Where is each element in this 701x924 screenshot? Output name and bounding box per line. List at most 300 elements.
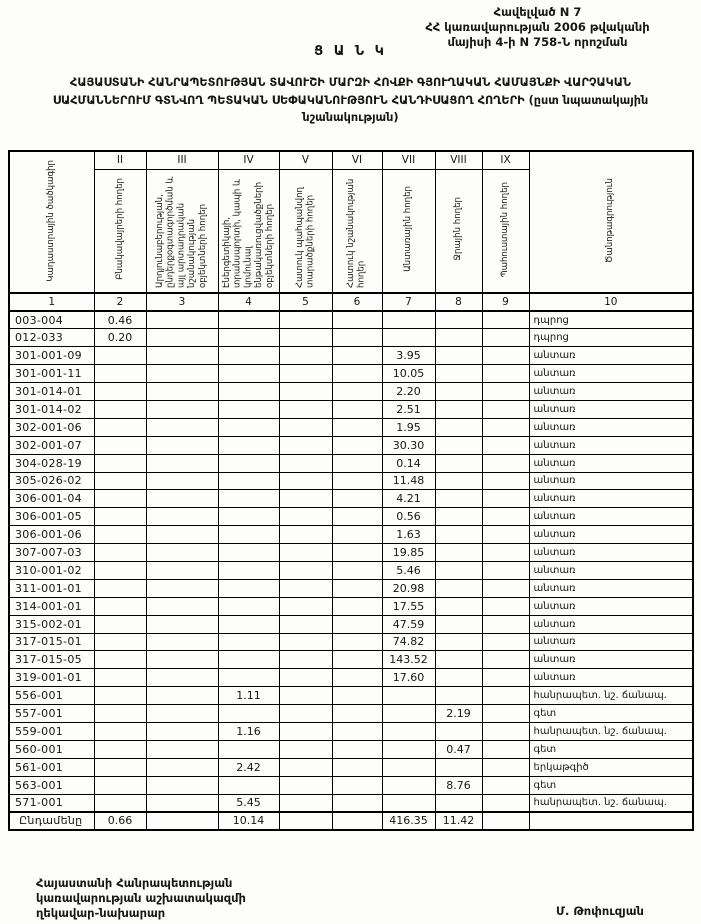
area-value-cell: [94, 776, 146, 794]
cadastral-code-cell: 304-028-19: [9, 454, 94, 472]
table-row: [9, 758, 693, 776]
column-header-label: Ջրային հողեր: [453, 197, 464, 262]
area-value-cell: [94, 722, 146, 740]
area-value-cell: [279, 490, 332, 508]
area-value-cell: [146, 615, 218, 633]
note-cell: հանրապետ. նշ. ճանապ.: [529, 794, 693, 812]
area-value-cell: [146, 633, 218, 651]
footer-line: կառավարության աշխատակազմի: [36, 890, 246, 905]
column-header-label: Կադաստրային ծածկագիր: [46, 159, 57, 282]
area-value-cell: [146, 794, 218, 812]
area-value-cell: [279, 579, 332, 597]
area-value-cell: 8.76: [435, 776, 482, 794]
table-row: [9, 776, 693, 794]
area-value-cell: [482, 544, 529, 562]
area-value-cell: [332, 633, 382, 651]
area-value-cell: [435, 383, 482, 401]
area-value-cell: [146, 669, 218, 687]
area-value-cell: [435, 561, 482, 579]
note-cell: անտառ: [529, 526, 693, 544]
table-row: [9, 508, 693, 526]
area-value-cell: [482, 579, 529, 597]
table-row: [9, 597, 693, 615]
cadastral-code-cell: 563-001: [9, 776, 94, 794]
area-value-cell: [146, 508, 218, 526]
area-value-cell: [482, 526, 529, 544]
area-value-cell: 5.45: [218, 794, 279, 812]
area-value-cell: [218, 400, 279, 418]
area-value-cell: [482, 687, 529, 705]
area-value-cell: [482, 597, 529, 615]
area-value-cell: [94, 400, 146, 418]
area-value-cell: 47.59: [382, 615, 435, 633]
cadastral-code-cell: 302-001-07: [9, 436, 94, 454]
area-value-cell: [482, 615, 529, 633]
area-value-cell: [482, 311, 529, 329]
cadastral-code-cell: 306-001-04: [9, 490, 94, 508]
area-value-cell: 2.19: [435, 705, 482, 723]
note-cell: անտառ: [529, 365, 693, 383]
area-value-cell: [482, 758, 529, 776]
area-value-cell: [94, 365, 146, 383]
area-value-cell: [435, 365, 482, 383]
area-value-cell: 1.11: [218, 687, 279, 705]
column-header-label: Արդյունաբերության, ընդերքօգտագործման և այլ արտադրական նշանակության օբյեկտների հողեր: [155, 176, 209, 289]
column-header-label: Հատուկ պահպանվող տարածքների հողեր: [294, 187, 316, 289]
area-value-cell: 74.82: [382, 633, 435, 651]
area-value-cell: [482, 347, 529, 365]
area-value-cell: [218, 311, 279, 329]
area-value-cell: [218, 705, 279, 723]
area-value-cell: [279, 472, 332, 490]
area-value-cell: [279, 687, 332, 705]
page-title: Ց Ա Ն Կ: [314, 44, 387, 59]
column-header-special-lands: [332, 169, 382, 293]
column-header-note: [529, 151, 693, 293]
area-value-cell: [482, 705, 529, 723]
area-value-cell: [435, 311, 482, 329]
area-value-cell: [94, 383, 146, 401]
column-header-label: Բնակավայրերի հողեր: [114, 178, 125, 281]
table-row: [9, 365, 693, 383]
area-value-cell: [279, 383, 332, 401]
cadastral-code-cell: 314-001-01: [9, 597, 94, 615]
cadastral-code-cell: 306-001-06: [9, 526, 94, 544]
cadastral-code-cell: 301-001-11: [9, 365, 94, 383]
column-number: 9: [482, 293, 529, 311]
cadastral-code-cell: 559-001: [9, 722, 94, 740]
cadastral-code-cell: 556-001: [9, 687, 94, 705]
area-value-cell: [94, 418, 146, 436]
area-value-cell: [94, 758, 146, 776]
column-number: 7: [382, 293, 435, 311]
total-row: [9, 812, 693, 830]
area-value-cell: [482, 633, 529, 651]
column-header-label: Պահուստային հողեր: [500, 181, 511, 277]
table-row: [9, 722, 693, 740]
area-value-cell: [332, 579, 382, 597]
area-value-cell: [146, 311, 218, 329]
area-value-cell: [279, 418, 332, 436]
appendix-line: մայիսի 4-ի N 758-Ն որոշման: [447, 34, 628, 49]
column-header-label: Ծանոթագրություն: [605, 178, 616, 263]
area-value-cell: [94, 347, 146, 365]
table-row: [9, 311, 693, 329]
roman-numeral: IV: [218, 151, 279, 169]
cadastral-code-cell: 561-001: [9, 758, 94, 776]
cadastral-code-cell: 571-001: [9, 794, 94, 812]
area-value-cell: 30.30: [382, 436, 435, 454]
area-value-cell: 1.16: [218, 722, 279, 740]
table-row: [9, 472, 693, 490]
note-cell: անտառ: [529, 544, 693, 562]
note-cell: դպրոց: [529, 329, 693, 347]
roman-numeral-row: [9, 151, 693, 169]
area-value-cell: [482, 561, 529, 579]
area-value-cell: [435, 722, 482, 740]
area-value-cell: 0.20: [94, 329, 146, 347]
area-value-cell: 1.63: [382, 526, 435, 544]
total-label-cell: Ընդամենը: [9, 812, 94, 830]
area-value-cell: [218, 526, 279, 544]
roman-numeral: IX: [482, 151, 529, 169]
area-value-cell: [332, 740, 382, 758]
area-value-cell: [332, 454, 382, 472]
area-value-cell: [435, 579, 482, 597]
area-value-cell: [218, 561, 279, 579]
area-value-cell: [146, 579, 218, 597]
table-row: [9, 436, 693, 454]
area-value-cell: 19.85: [382, 544, 435, 562]
area-value-cell: [332, 794, 382, 812]
cadastral-code-cell: 315-002-01: [9, 615, 94, 633]
area-value-cell: [218, 776, 279, 794]
area-value-cell: [146, 812, 218, 830]
area-value-cell: [332, 561, 382, 579]
area-value-cell: [382, 794, 435, 812]
cadastral-code-cell: 302-001-06: [9, 418, 94, 436]
cadastral-code-cell: 012-033: [9, 329, 94, 347]
area-value-cell: [332, 311, 382, 329]
column-header-protected-lands: [279, 169, 332, 293]
note-cell: անտառ: [529, 472, 693, 490]
cadastral-code-cell: 305-026-02: [9, 472, 94, 490]
area-value-cell: [279, 669, 332, 687]
cadastral-code-cell: 317-015-05: [9, 651, 94, 669]
area-value-cell: [382, 722, 435, 740]
table-body: [9, 311, 693, 830]
roman-numeral: V: [279, 151, 332, 169]
area-value-cell: [146, 561, 218, 579]
area-value-cell: 17.55: [382, 597, 435, 615]
area-value-cell: [279, 597, 332, 615]
note-cell: անտառ: [529, 561, 693, 579]
cadastral-code-cell: 301-014-02: [9, 400, 94, 418]
roman-numeral: VIII: [435, 151, 482, 169]
area-value-cell: [332, 544, 382, 562]
table-row: [9, 740, 693, 758]
column-header-label: Հատուկ նշանակության հողեր: [346, 178, 367, 289]
table-row: [9, 687, 693, 705]
column-number: 2: [94, 293, 146, 311]
note-cell: գետ: [529, 776, 693, 794]
area-value-cell: [218, 597, 279, 615]
table-header: [9, 151, 693, 311]
area-value-cell: [435, 687, 482, 705]
area-value-cell: [382, 758, 435, 776]
note-cell: անտառ: [529, 579, 693, 597]
area-value-cell: 0.47: [435, 740, 482, 758]
cadastral-code-cell: 311-001-01: [9, 579, 94, 597]
footer-line: ղեկավար-նախարար: [36, 905, 166, 920]
area-value-cell: [332, 597, 382, 615]
area-value-cell: [435, 400, 482, 418]
area-value-cell: [332, 490, 382, 508]
area-value-cell: [279, 347, 332, 365]
table-row: [9, 418, 693, 436]
cadastral-code-cell: 301-001-09: [9, 347, 94, 365]
cadastral-code-cell: 560-001: [9, 740, 94, 758]
area-value-cell: [146, 687, 218, 705]
area-value-cell: [435, 794, 482, 812]
column-number: 5: [279, 293, 332, 311]
area-value-cell: [218, 383, 279, 401]
area-value-cell: [279, 508, 332, 526]
area-value-cell: [482, 472, 529, 490]
area-value-cell: [382, 687, 435, 705]
area-value-cell: [332, 615, 382, 633]
area-value-cell: [279, 812, 332, 830]
area-value-cell: [279, 776, 332, 794]
note-cell: [529, 812, 693, 830]
area-value-cell: [332, 812, 382, 830]
cadastral-code-cell: 317-015-01: [9, 633, 94, 651]
cadastral-code-cell: 301-014-01: [9, 383, 94, 401]
area-value-cell: [435, 490, 482, 508]
area-value-cell: [279, 651, 332, 669]
column-header-label: Էներգետիկայի, տրանսպորտի, կապի և կոմունալ ենթակառուցվածքների օբյեկտների հողեր: [221, 179, 275, 289]
column-number: 10: [529, 293, 693, 311]
area-value-cell: [279, 740, 332, 758]
area-value-cell: [482, 794, 529, 812]
area-value-cell: [482, 436, 529, 454]
area-value-cell: [94, 633, 146, 651]
area-value-cell: [279, 705, 332, 723]
area-value-cell: [482, 812, 529, 830]
area-value-cell: [146, 400, 218, 418]
area-value-cell: [146, 651, 218, 669]
column-number: 6: [332, 293, 382, 311]
area-value-cell: [382, 705, 435, 723]
table-row: [9, 669, 693, 687]
column-number: 1: [9, 293, 94, 311]
note-cell: անտառ: [529, 597, 693, 615]
area-value-cell: [332, 705, 382, 723]
area-value-cell: [94, 526, 146, 544]
cadastral-code-cell: 306-001-05: [9, 508, 94, 526]
area-value-cell: 2.20: [382, 383, 435, 401]
area-value-cell: [332, 687, 382, 705]
column-number-row: [9, 293, 693, 311]
column-header-settlement-lands: [94, 169, 146, 293]
area-value-cell: [279, 311, 332, 329]
area-value-cell: [482, 669, 529, 687]
note-cell: անտառ: [529, 508, 693, 526]
area-value-cell: [146, 544, 218, 562]
table-row: [9, 526, 693, 544]
land-parcels-table: [8, 150, 694, 831]
appendix-line: Հավելված N 7: [493, 5, 582, 19]
note-cell: անտառ: [529, 669, 693, 687]
area-value-cell: [435, 615, 482, 633]
cadastral-code-cell: 310-001-02: [9, 561, 94, 579]
area-value-cell: [482, 418, 529, 436]
area-value-cell: [332, 383, 382, 401]
area-value-cell: [94, 544, 146, 562]
area-value-cell: 0.66: [94, 812, 146, 830]
area-value-cell: [482, 329, 529, 347]
note-cell: անտառ: [529, 436, 693, 454]
area-value-cell: 0.56: [382, 508, 435, 526]
area-value-cell: [332, 508, 382, 526]
area-value-cell: [94, 454, 146, 472]
area-value-cell: [218, 490, 279, 508]
area-value-cell: [146, 454, 218, 472]
area-value-cell: [482, 740, 529, 758]
note-cell: դպրոց: [529, 311, 693, 329]
area-value-cell: [94, 669, 146, 687]
area-value-cell: [332, 651, 382, 669]
area-value-cell: [94, 490, 146, 508]
area-value-cell: [279, 400, 332, 418]
area-value-cell: [332, 472, 382, 490]
area-value-cell: 143.52: [382, 651, 435, 669]
area-value-cell: [218, 454, 279, 472]
area-value-cell: [218, 651, 279, 669]
area-value-cell: 0.14: [382, 454, 435, 472]
area-value-cell: [482, 508, 529, 526]
area-value-cell: [94, 651, 146, 669]
area-value-cell: [332, 436, 382, 454]
area-value-cell: [435, 472, 482, 490]
column-header-reserve-lands: [482, 169, 529, 293]
area-value-cell: [94, 597, 146, 615]
roman-numeral: VII: [382, 151, 435, 169]
area-value-cell: [146, 526, 218, 544]
area-value-cell: [218, 329, 279, 347]
table-row: [9, 561, 693, 579]
note-cell: հանրապետ. նշ. ճանապ.: [529, 722, 693, 740]
area-value-cell: 20.98: [382, 579, 435, 597]
area-value-cell: [279, 794, 332, 812]
area-value-cell: [482, 722, 529, 740]
area-value-cell: 10.14: [218, 812, 279, 830]
area-value-cell: [279, 365, 332, 383]
area-value-cell: 416.35: [382, 812, 435, 830]
area-value-cell: [146, 705, 218, 723]
table-row: [9, 454, 693, 472]
column-number: 3: [146, 293, 218, 311]
area-value-cell: [332, 365, 382, 383]
page-subtitle: ՀԱՅԱՍՏԱՆԻ ՀԱՆՐԱՊԵՏՈՒԹՅԱՆ ՏԱՎՈՒՇԻ ՄԱՐԶԻ ՀՈՎՔԻ ԳՅՈՒՂԱԿԱՆ ՀԱՄԱՅՆՔԻ ՎԱՐՉԱԿԱՆ ՍԱՀՄԱՆՆԵՐՈՒՄ ԳՏՆՎՈՂ ՊԵՏԱԿԱՆ ՍԵՓԱԿԱՆՈՒԹՅՈՒՆ ՀԱՆԴԻՍԱՑՈՂ ՀՈՂԵՐԻ (ըստ նպատակային նշանակության): [52, 76, 649, 124]
area-value-cell: [94, 472, 146, 490]
roman-numeral: II: [94, 151, 146, 169]
area-value-cell: 2.51: [382, 400, 435, 418]
area-value-cell: [332, 418, 382, 436]
table-row: [9, 383, 693, 401]
area-value-cell: [482, 365, 529, 383]
table-row: [9, 544, 693, 562]
table-row: [9, 490, 693, 508]
area-value-cell: 5.46: [382, 561, 435, 579]
area-value-cell: 11.42: [435, 812, 482, 830]
area-value-cell: [218, 472, 279, 490]
area-value-cell: 3.95: [382, 347, 435, 365]
note-cell: հանրապետ. նշ. ճանապ.: [529, 687, 693, 705]
area-value-cell: [218, 740, 279, 758]
area-value-cell: 2.42: [218, 758, 279, 776]
area-value-cell: [218, 633, 279, 651]
footer-signatory-title: [36, 876, 246, 921]
column-header-infrastructure-lands: [218, 169, 279, 293]
area-value-cell: [332, 347, 382, 365]
appendix-line: ՀՀ կառավարության 2006 թվականի: [425, 19, 650, 34]
area-value-cell: [435, 526, 482, 544]
area-value-cell: [218, 436, 279, 454]
area-value-cell: [146, 597, 218, 615]
note-cell: անտառ: [529, 651, 693, 669]
note-cell: գետ: [529, 705, 693, 723]
area-value-cell: [279, 544, 332, 562]
area-value-cell: [146, 490, 218, 508]
column-header-cadastral-code: [9, 151, 94, 293]
area-value-cell: [382, 329, 435, 347]
area-value-cell: [146, 436, 218, 454]
area-value-cell: [146, 472, 218, 490]
note-cell: անտառ: [529, 615, 693, 633]
area-value-cell: [94, 705, 146, 723]
note-cell: երկաթգիծ: [529, 758, 693, 776]
column-header-water-lands: [435, 169, 482, 293]
area-value-cell: 1.95: [382, 418, 435, 436]
cadastral-code-cell: 319-001-01: [9, 669, 94, 687]
area-value-cell: [146, 776, 218, 794]
column-header-label: Անտառային հողեր: [403, 186, 414, 273]
area-value-cell: [218, 508, 279, 526]
area-value-cell: [482, 776, 529, 794]
area-value-cell: [332, 669, 382, 687]
area-value-cell: [146, 383, 218, 401]
table-row: [9, 329, 693, 347]
area-value-cell: [279, 758, 332, 776]
area-value-cell: [94, 740, 146, 758]
column-number: 8: [435, 293, 482, 311]
table-row: [9, 794, 693, 812]
cadastral-code-cell: 557-001: [9, 705, 94, 723]
area-value-cell: [332, 722, 382, 740]
area-value-cell: [279, 436, 332, 454]
roman-numeral: VI: [332, 151, 382, 169]
area-value-cell: [146, 740, 218, 758]
area-value-cell: [146, 365, 218, 383]
area-value-cell: [332, 758, 382, 776]
area-value-cell: [218, 579, 279, 597]
table-row: [9, 400, 693, 418]
note-cell: անտառ: [529, 633, 693, 651]
signature-name: Մ. Թոփուզյան: [556, 904, 644, 918]
area-value-cell: [94, 508, 146, 526]
area-value-cell: [435, 633, 482, 651]
